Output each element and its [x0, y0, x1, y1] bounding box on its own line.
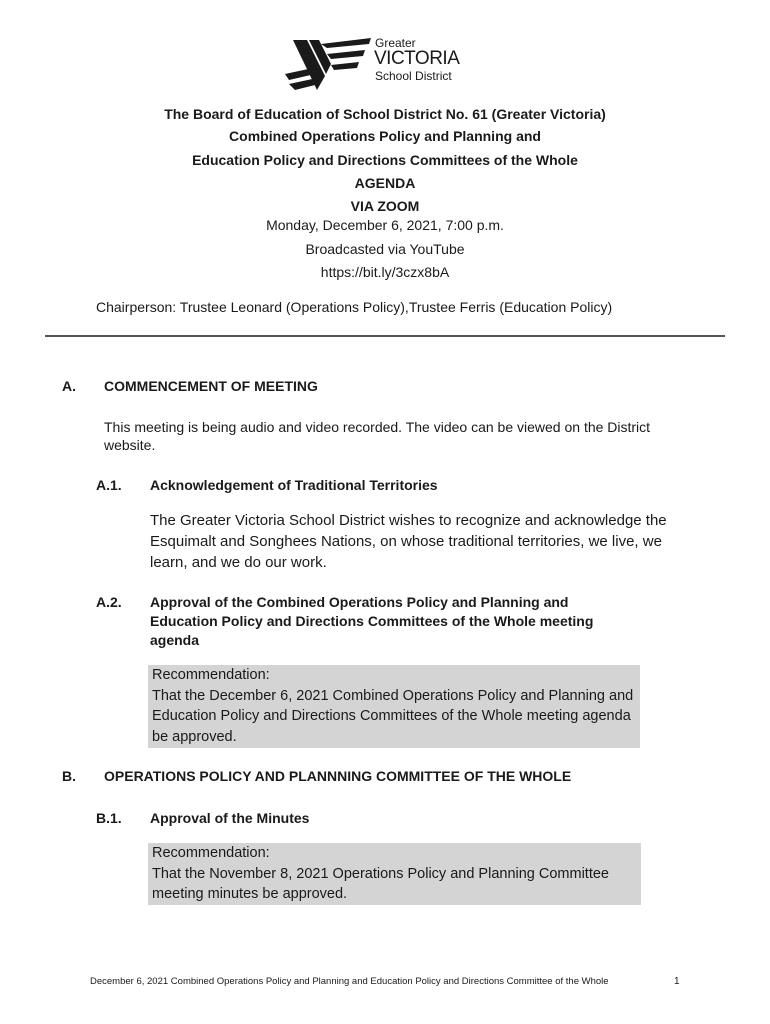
item-b1-recommendation [148, 843, 641, 905]
section-a-intro: This meeting is being audio and video recorded. The video can be viewed on the District website. [104, 419, 651, 453]
chairperson: Chairperson: Trustee Leonard (Operations Policy),Trustee Ferris (Education Policy) [96, 299, 613, 315]
logo-greater: Greater [375, 36, 416, 50]
recommendation-text: That the November 8, 2021 Operations Policy and Planning Committee meeting minutes be approved. [152, 865, 609, 902]
section-a-title: COMMENCEMENT OF MEETING [104, 378, 318, 394]
logo-school-district: School District [375, 69, 452, 83]
section-b-title: OPERATIONS POLICY AND PLANNNING COMMITTEE OF THE WHOLE [104, 768, 572, 784]
item-a1-title: Acknowledgement of Traditional Territories [150, 477, 438, 493]
item-a1-body: The Greater Victoria School District wishes to recognize and acknowledge the Esquimalt and Songhees Nations, on whose traditional territories, we live, we learn, and we do our work. [150, 512, 667, 571]
section-a-letter: A. [62, 378, 76, 394]
item-b1-number: B.1. [96, 810, 122, 826]
recommendation-label: Recommendation: [152, 667, 270, 683]
page-footer: December 6, 2021 Combined Operations Policy and Planning and Education Policy and Directions Committee of the Whole [90, 976, 609, 987]
agenda-heading: AGENDA [354, 175, 416, 191]
youtube-link[interactable]: https://bit.ly/3czx8bA [320, 264, 450, 280]
district-logo-mark [283, 34, 373, 94]
recommendation-text: That the December 6, 2021 Combined Operations Policy and Planning and Education Policy and Directions Committees of the Whole meeting agenda be approved. [152, 687, 634, 745]
section-b-letter: B. [62, 768, 76, 784]
item-a2-title: Approval of the Combined Operations Policy and Planning and Education Policy and Directions Committees of the Whole meeting agenda [150, 594, 594, 648]
item-a2-number: A.2. [96, 594, 122, 610]
page-number: 1 [674, 976, 680, 987]
divider [45, 335, 725, 337]
recommendation-label: Recommendation: [152, 845, 270, 861]
logo-victoria: VICTORIA [374, 48, 460, 69]
board-title: The Board of Education of School District No. 61 (Greater Victoria) [164, 106, 606, 122]
item-b1-title: Approval of the Minutes [150, 810, 310, 826]
broadcast-note: Broadcasted via YouTube [305, 241, 465, 257]
item-a2-recommendation [148, 665, 640, 748]
committee-title-line1: Combined Operations Policy and Planning and [229, 128, 541, 144]
committee-title-line2: Education Policy and Directions Committees of the Whole [192, 152, 578, 168]
via-zoom: VIA ZOOM [350, 198, 420, 214]
meeting-date: Monday, December 6, 2021, 7:00 p.m. [266, 217, 504, 233]
district-logo [283, 34, 473, 94]
item-a1-number: A.1. [96, 477, 122, 493]
